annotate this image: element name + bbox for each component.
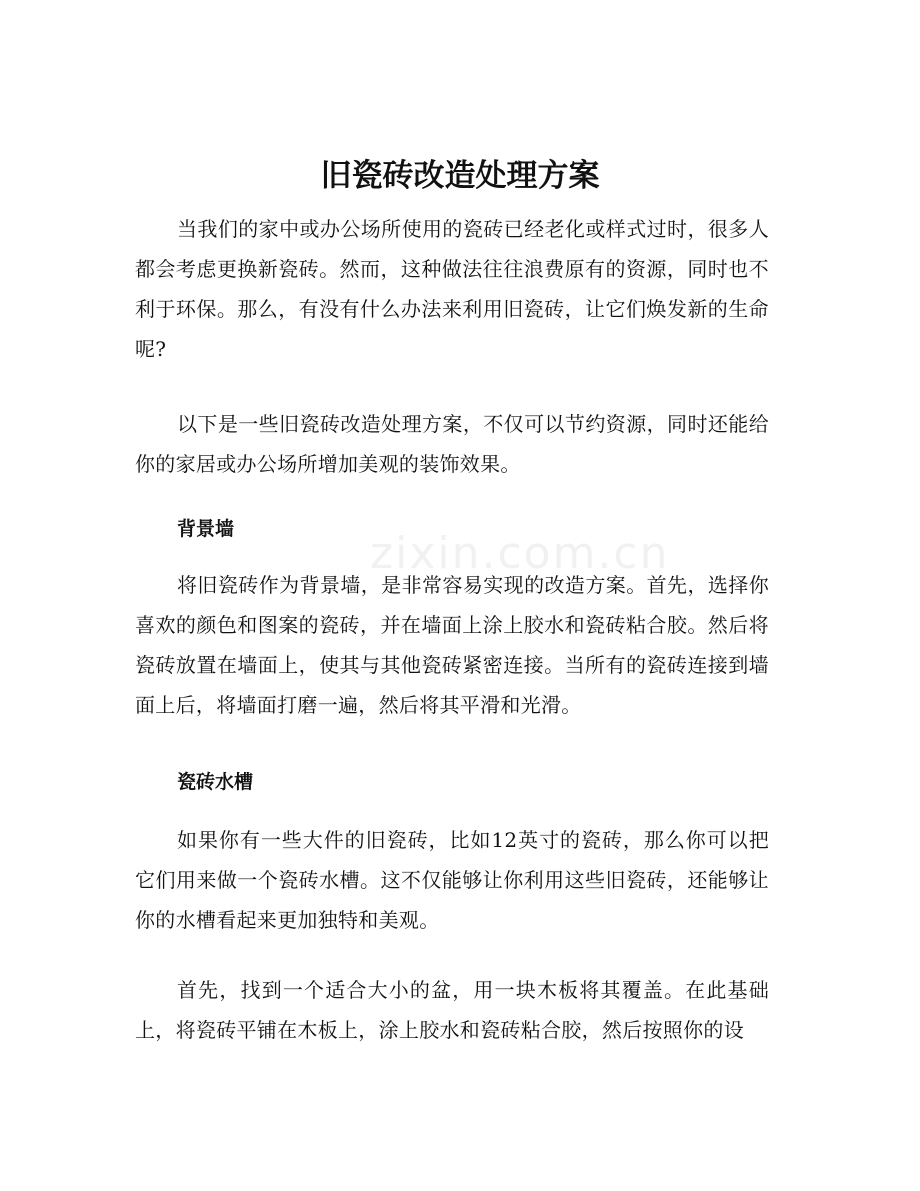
section-heading-background-wall: 背景墙 xyxy=(177,518,235,540)
document-title: 旧瓷砖改造处理方案 xyxy=(320,158,600,194)
tile-sink-steps-paragraph: 首先，找到一个适合大小的盆，用一块木板将其覆盖。在此基础上，将瓷砖平铺在木板上，涂上胶水和瓷砖粘合胶，然后按照你的设 xyxy=(135,978,769,1042)
section-heading-tile-sink: 瓷砖水槽 xyxy=(177,771,254,793)
watermark: zixin.com.cn xyxy=(370,528,670,579)
tile-sink-paragraph: 如果你有一些大件的旧瓷砖，比如12英寸的瓷砖，那么你可以把它们用来做一个瓷砖水槽。这不仅能够让你利用这些旧瓷砖，还能够让你的水槽看起来更加独特和美观。 xyxy=(135,828,769,932)
background-wall-paragraph: 将旧瓷砖作为背景墙，是非常容易实现的改造方案。首先，选择你喜欢的颜色和图案的瓷砖，并在墙面上涂上胶水和瓷砖粘合胶。然后将瓷砖放置在墙面上，使其与其他瓷砖紧密连接。当所有的瓷砖连接到墙面上后，将墙面打磨一遍，然后将其平滑和光滑。 xyxy=(135,573,769,717)
overview-paragraph: 以下是一些旧瓷砖改造处理方案，不仅可以节约资源，同时还能给你的家居或办公场所增加美观的装饰效果。 xyxy=(135,412,769,476)
intro-paragraph: 当我们的家中或办公场所使用的瓷砖已经老化或样式过时，很多人都会考虑更换新瓷砖。然而，这种做法往往浪费原有的资源，同时也不利于环保。那么，有没有什么办法来利用旧瓷砖，让它们焕发新的生命呢? xyxy=(135,217,769,361)
